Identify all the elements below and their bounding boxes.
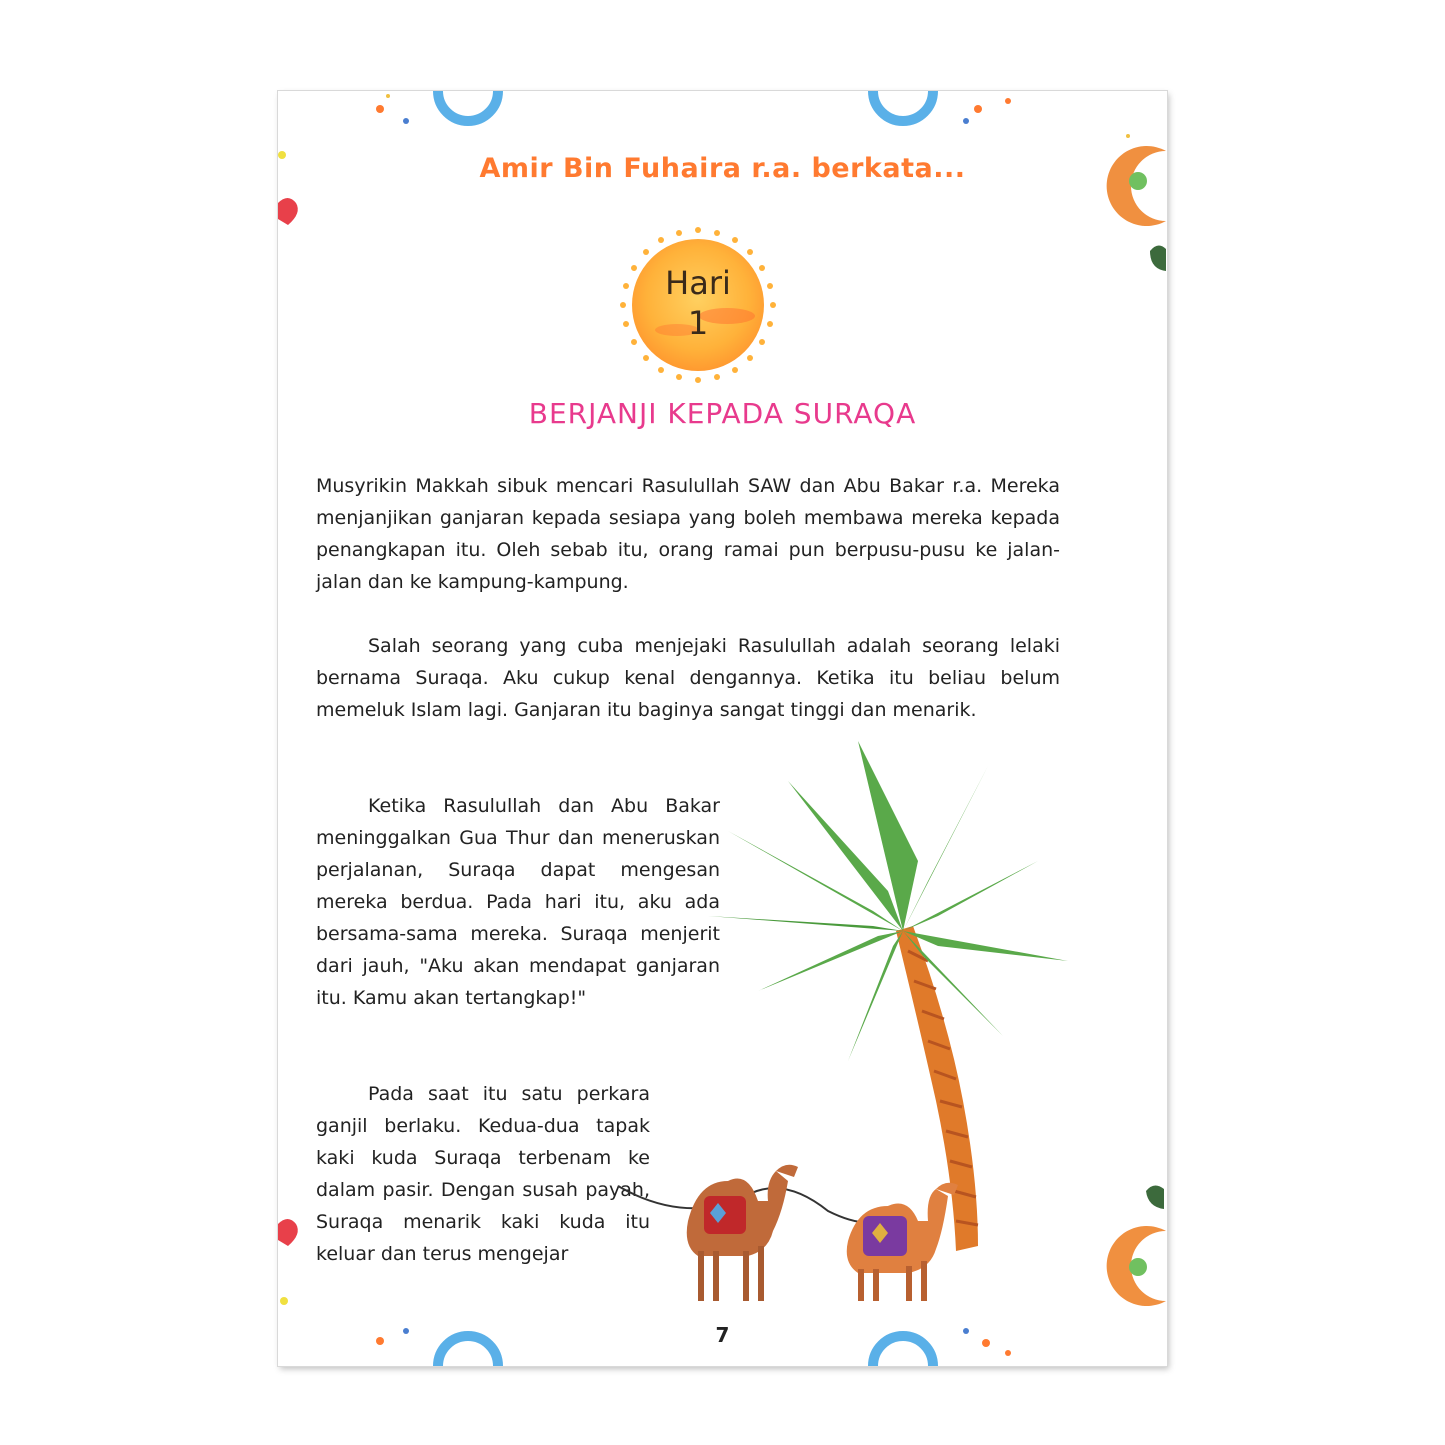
desert-illustration	[618, 741, 1078, 1301]
paragraph-4: Pada saat itu satu perkara ganjil berlaku. Kedua-dua tapak kaki kuda Suraqa terbenam ke dalam pasir. Dengan susah payah, Suraqa menarik kaki kuda itu keluar dan terus mengejar	[316, 1083, 650, 1265]
book-page	[278, 91, 1167, 1366]
paragraph-1: Musyrikin Makkah sibuk mencari Rasulullah SAW dan Abu Bakar r.a. Mereka menjanjikan ganjaran kepada sesiapa yang boleh membawa mereka kepada penangkapan itu. Oleh sebab itu, orang ramai pun berpusu-pusu ke jalan-jalan dan ke kampung-kampung.	[316, 475, 1060, 593]
palm-tree-icon	[708, 741, 1068, 1251]
day-label: Hari	[665, 264, 731, 302]
camel-icon	[687, 1165, 958, 1301]
day-number: 1	[687, 304, 709, 342]
chapter-title: BERJANJI KEPADA SURAQA	[528, 397, 917, 430]
day-badge	[617, 224, 779, 386]
page-number: 7	[715, 1323, 730, 1347]
chapter-heading: Amir Bin Fuhaira r.a. berkata...	[479, 153, 966, 184]
paragraph-2: Salah seorang yang cuba menjejaki Rasulullah adalah seorang lelaki bernama Suraqa. Aku cukup kenal dengannya. Ketika itu beliau belum memeluk Islam lagi. Ganjaran itu baginya sangat tinggi dan menarik.	[316, 635, 1060, 721]
paragraph-3: Ketika Rasulullah dan Abu Bakar meninggalkan Gua Thur dan meneruskan perjalanan, Suraqa dapat mengesan mereka berdua. Pada hari itu, aku ada bersama-sama mereka. Suraqa menjerit dari jauh, "Aku akan mendapat ganjaran itu. Kamu akan tertangkap!"	[316, 795, 720, 1009]
